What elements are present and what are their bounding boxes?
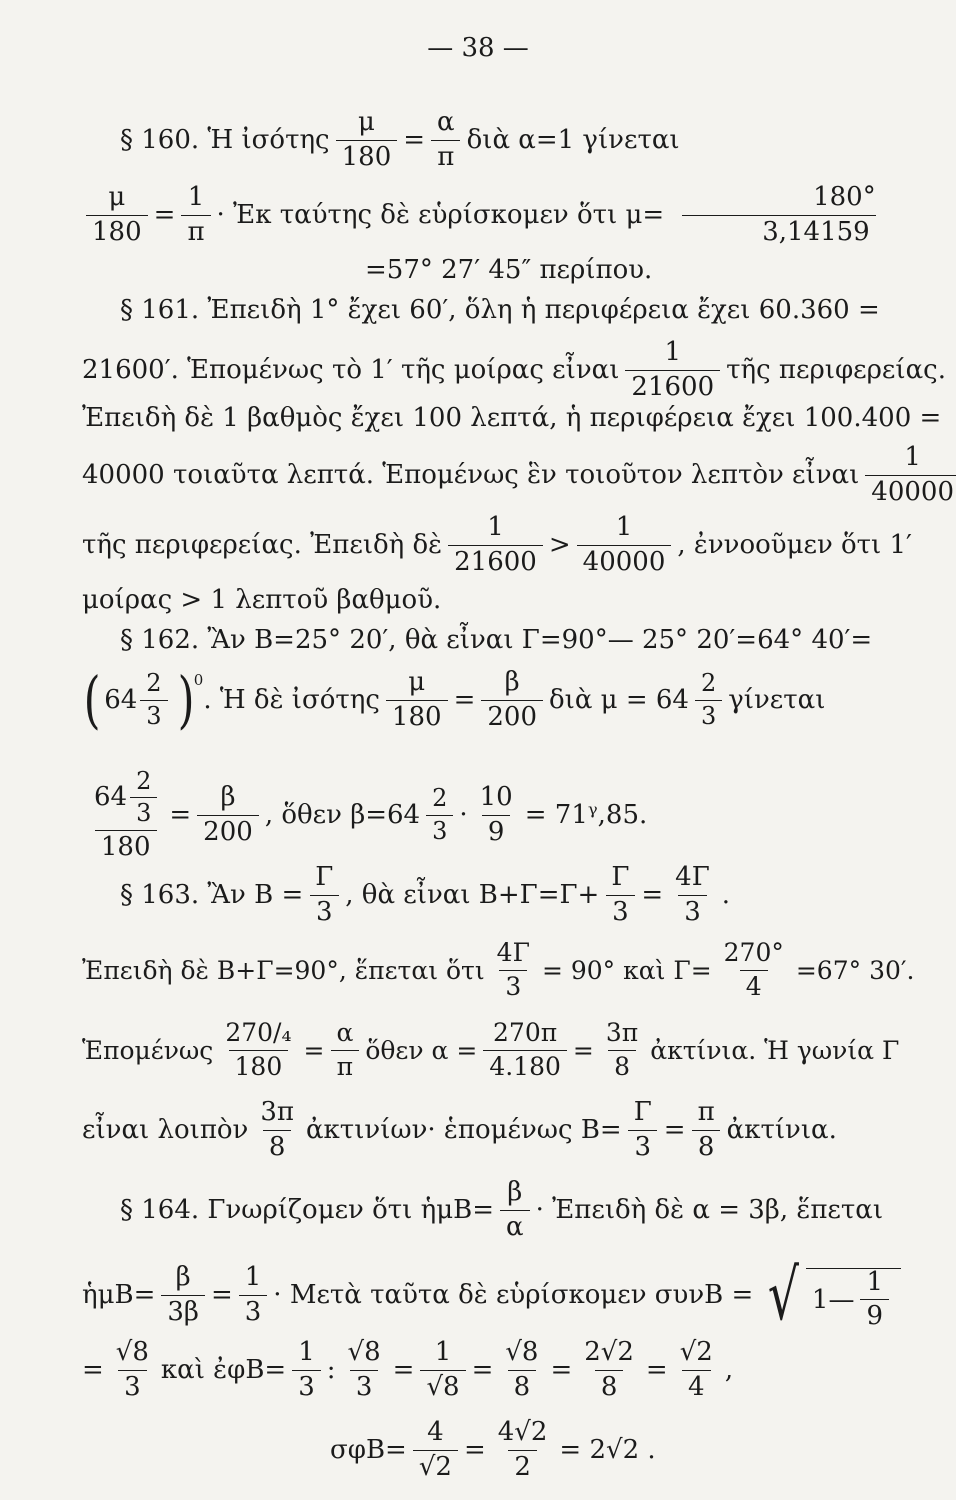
- equals-sign: =: [153, 200, 176, 230]
- fraction: [718, 940, 790, 1000]
- text-run: Ἐπειδὴ δὲ 1 βαθμὸς ἔχει 100 λεπτά, ἡ περιφέρεια ἔχει 100.400 =: [82, 403, 942, 433]
- equals-sign: =: [82, 1355, 104, 1385]
- text-run: ἡμΒ=: [82, 1280, 156, 1310]
- numerator: 4√2: [497, 1417, 548, 1448]
- denominator: 8: [263, 1130, 292, 1161]
- equals-sign: =: [641, 880, 664, 910]
- denominator: 9: [860, 1299, 889, 1330]
- numerator: √8: [347, 1337, 381, 1368]
- text-line-11: [0, 660, 956, 740]
- equals-sign: =: [663, 1115, 686, 1145]
- open-paren: (: [83, 663, 101, 736]
- fraction: [219, 1020, 297, 1080]
- text-line-16: [0, 1090, 956, 1170]
- text-run: = 2√2 .: [559, 1435, 656, 1465]
- denominator: 21600: [625, 370, 720, 401]
- equals-sign: =: [453, 685, 476, 715]
- numerator: 180°: [813, 182, 876, 213]
- colon-operator: :: [326, 1355, 336, 1385]
- denominator: 4.180: [483, 1050, 567, 1080]
- denominator: 3: [606, 895, 635, 926]
- denominator: √2: [413, 1450, 458, 1481]
- denominator: α: [500, 1210, 530, 1241]
- degree-mark: 0: [193, 671, 204, 689]
- section-161-intro: § 161. Ἐπειδὴ 1° ἔχει 60′, ὅλη ἡ περιφέρεια ἔχει 60.360 =: [120, 295, 880, 325]
- fraction: [413, 1419, 458, 1481]
- equals-sign: =: [403, 125, 426, 155]
- text-run: · Ἐκ ταύτης δὲ εὑρίσκομεν ὅτι μ=: [216, 200, 665, 230]
- equals-sign: =: [303, 1035, 325, 1065]
- radicand: [806, 1268, 901, 1331]
- greater-than-sign: >: [548, 530, 571, 560]
- numerator: √8: [115, 1337, 149, 1368]
- denominator: 3: [310, 895, 339, 926]
- fraction: [499, 1339, 544, 1401]
- fraction: [860, 1266, 889, 1331]
- equals-sign: =: [645, 1355, 668, 1385]
- numerator: 2: [700, 669, 717, 698]
- text-line-17: [0, 1170, 956, 1250]
- fraction: [578, 1339, 640, 1401]
- denominator: π: [331, 1050, 359, 1080]
- numerator: β: [507, 1177, 523, 1208]
- fraction: [500, 1179, 530, 1241]
- numerator: 1: [904, 442, 921, 473]
- fraction: [669, 864, 716, 926]
- numerator: β: [504, 667, 520, 698]
- denominator: 4: [682, 1370, 711, 1401]
- denominator: 4: [740, 970, 768, 1000]
- text-line-13: [0, 855, 956, 935]
- fraction: [309, 864, 339, 926]
- numerator: 4Γ: [675, 862, 710, 893]
- fraction: [695, 671, 722, 728]
- text-run: τῆς περιφερείας. Ἐπειδὴ δὲ: [82, 530, 443, 560]
- fraction: [481, 669, 543, 731]
- text-run: ὅθεν α =: [365, 1035, 478, 1065]
- mixed-number: [94, 769, 157, 826]
- text-run: διὰ μ = 64: [549, 685, 689, 715]
- fraction: [161, 1264, 205, 1326]
- denominator: 3: [118, 1370, 147, 1401]
- numerator: 1: [487, 512, 504, 543]
- denominator: 180: [386, 700, 448, 731]
- denominator: 8: [595, 1370, 624, 1401]
- numerator: 2: [432, 784, 448, 813]
- fraction: [239, 1264, 268, 1326]
- numerator: 1: [664, 337, 682, 368]
- numerator: [88, 769, 163, 829]
- fraction: [330, 1020, 359, 1080]
- numerator: 1: [244, 1262, 262, 1293]
- numerator: μ: [408, 667, 426, 698]
- numerator: β: [220, 782, 236, 813]
- fraction: [336, 109, 398, 171]
- fraction: [492, 1419, 554, 1481]
- denominator: 8: [508, 1370, 537, 1401]
- numerator: π: [697, 1097, 715, 1128]
- text-line-7: [0, 435, 956, 515]
- text-run: 40000 τοιαῦτα λεπτά. Ἑπομένως ἓν τοιοῦτον λεπτὸν εἶναι: [82, 460, 860, 490]
- numerator: 1: [434, 1337, 452, 1368]
- numerator: β: [175, 1262, 191, 1293]
- numerator: Γ: [633, 1097, 652, 1128]
- text-run: μοίρας > 1 λεπτοῦ βαθμοῦ.: [82, 585, 442, 615]
- section-162-intro: § 162. Ἂν Β=25° 20′, θὰ εἶναι Γ=90°— 25° 20′=64° 40′=: [120, 625, 873, 655]
- text-run: · Μετὰ ταῦτα δὲ εὑρίσκομεν συνΒ =: [273, 1280, 754, 1310]
- denominator: 3: [350, 1370, 379, 1401]
- text-line-14: [0, 930, 956, 1010]
- fraction: [420, 1339, 465, 1401]
- numerator: 270/₄: [225, 1018, 292, 1048]
- numerator: 3π: [605, 1018, 639, 1048]
- denominator: √8: [420, 1370, 465, 1401]
- fraction: [483, 1020, 567, 1080]
- equals-sign: =: [471, 1355, 494, 1385]
- numerator: μ: [108, 182, 126, 213]
- fraction: [474, 784, 519, 846]
- denominator: 8: [692, 1130, 721, 1161]
- denominator: 40000: [865, 475, 956, 506]
- denominator: 3: [130, 797, 157, 826]
- denominator: 180: [229, 1050, 289, 1080]
- numerator: 270°: [723, 938, 784, 968]
- numerator: 3π: [260, 1097, 294, 1128]
- equals-sign: =: [210, 1280, 233, 1310]
- denominator: 3: [695, 700, 722, 729]
- text-line-18: [0, 1250, 956, 1340]
- fraction: [431, 109, 461, 171]
- equals-sign: =: [572, 1035, 594, 1065]
- text-run: τῆς περιφερείας.: [726, 355, 946, 385]
- numerator: 1: [866, 1266, 884, 1297]
- numerator: 1: [615, 512, 633, 543]
- denominator: 40000: [577, 545, 672, 576]
- numerator: Γ: [315, 862, 334, 893]
- numerator: Γ: [611, 862, 630, 893]
- close-paren: ): [177, 663, 195, 736]
- text-line-20: [0, 1410, 956, 1490]
- section-164-intro: § 164. Γνωρίζομεν ὅτι ἡμΒ=: [120, 1195, 494, 1225]
- text-run: ἀκτίνια. Ἡ γωνία Γ: [650, 1035, 900, 1065]
- text-run: ,: [724, 1355, 734, 1385]
- text-run: Ἐπειδὴ δὲ Β+Γ=90°, ἕπεται ὅτι: [82, 955, 485, 985]
- denominator: 200: [197, 815, 259, 846]
- fraction: [674, 1339, 719, 1401]
- text-run: =67° 30′.: [795, 955, 915, 985]
- denominator: 3: [678, 895, 707, 926]
- fraction: [292, 1339, 321, 1401]
- denominator: 3: [292, 1370, 321, 1401]
- denominator: π: [181, 215, 210, 246]
- text-run: ἀκτίνια.: [726, 1115, 837, 1145]
- numerator: 2: [146, 669, 162, 698]
- text-run: διὰ α=1 γίνεται: [466, 125, 680, 155]
- denominator: 21600: [448, 545, 543, 576]
- equals-sign: =: [550, 1355, 573, 1385]
- radical-sign: √: [768, 1253, 800, 1336]
- fraction: [386, 669, 448, 731]
- text-run: 21600′. Ἑπομένως τὸ 1′ τῆς μοίρας εἶναι: [82, 355, 620, 385]
- denominator: 2: [508, 1450, 537, 1481]
- numerator: α: [437, 107, 455, 138]
- denominator: 3: [499, 970, 527, 1000]
- text-run: . Ἡ δὲ ἰσότης: [203, 685, 380, 715]
- numerator: 2: [136, 767, 152, 796]
- denominator: 3: [239, 1295, 268, 1326]
- equals-sign: =: [463, 1435, 486, 1465]
- denominator: 3: [628, 1130, 657, 1161]
- numerator: √2: [679, 1337, 713, 1368]
- text-line-1: [0, 100, 956, 180]
- text-run: σφΒ=: [330, 1435, 407, 1465]
- text-run: ἀκτινίων· ἑπομένως Β=: [306, 1115, 622, 1145]
- numerator: 10: [479, 782, 513, 813]
- numerator: α: [336, 1018, 354, 1048]
- fraction: [197, 784, 259, 846]
- section-163-intro: § 163. Ἂν Β =: [120, 880, 304, 910]
- fraction: [110, 1339, 155, 1401]
- text-run: , θὰ εἶναι Β+Γ=Γ+: [345, 880, 600, 910]
- numerator: 4Γ: [496, 938, 530, 968]
- text-run: .: [721, 880, 731, 910]
- fraction: [692, 1099, 721, 1161]
- fraction: [605, 864, 635, 926]
- fraction: [342, 1339, 387, 1401]
- denominator: 3: [426, 815, 453, 844]
- denominator: 180: [86, 215, 148, 246]
- fraction: [254, 1099, 300, 1161]
- text-run: καὶ ἐφΒ=: [160, 1355, 287, 1385]
- denominator: π: [431, 140, 460, 171]
- page-header: [0, 8, 956, 88]
- equals-sign: =: [169, 800, 192, 830]
- mixed-fraction: [88, 769, 163, 861]
- denominator: 8: [608, 1050, 636, 1080]
- denominator: 3,14159: [682, 215, 876, 246]
- text-run: = 90° καὶ Γ=: [541, 955, 712, 985]
- numerator: 1: [298, 1337, 315, 1368]
- fraction: [491, 940, 536, 1000]
- denominator: 180: [336, 140, 398, 171]
- integer-part: 64: [94, 782, 128, 813]
- fraction: [140, 671, 167, 728]
- fraction: [130, 769, 157, 826]
- denominator: 3β: [161, 1295, 205, 1326]
- numerator: μ: [357, 107, 375, 138]
- page-number: — 38 —: [427, 33, 529, 63]
- text-run: 1—: [811, 1284, 855, 1315]
- numerator: 270π: [493, 1018, 558, 1048]
- fraction: [600, 1020, 644, 1080]
- fraction: [628, 1099, 658, 1161]
- text-run: =57° 27′ 45″ περίπου.: [365, 255, 653, 285]
- text-run: εἶναι λοιπὸν: [82, 1115, 249, 1145]
- text-run: = 71ᵞ,85.: [524, 800, 648, 830]
- text-run: γίνεται: [728, 685, 826, 715]
- square-root: [761, 1253, 901, 1336]
- denominator: 3: [140, 700, 167, 729]
- numerator: 2√2: [584, 1337, 634, 1368]
- text-run: , ὅθεν β=64: [264, 800, 421, 830]
- section-160-intro: § 160. Ἡ ἰσότης: [120, 125, 330, 155]
- text-line-15: [0, 1010, 956, 1090]
- text-run: · Ἐπειδὴ δὲ α = 3β, ἕπεται: [535, 1195, 884, 1225]
- numerator: 4: [427, 1417, 444, 1448]
- text-run: , ἐννοοῦμεν ὅτι 1′: [677, 530, 912, 560]
- equals-sign: =: [392, 1355, 415, 1385]
- denominator: 200: [481, 700, 543, 731]
- text-line-19: [0, 1330, 956, 1410]
- fraction: [865, 444, 956, 506]
- dot-operator: ·: [459, 800, 468, 830]
- denominator: 180: [95, 830, 157, 861]
- text-line-12: [0, 765, 956, 865]
- integer-part: 64: [104, 685, 138, 715]
- numerator: √8: [505, 1337, 539, 1368]
- numerator: 1: [187, 182, 205, 213]
- text-run: Ἑπομένως: [82, 1035, 214, 1065]
- denominator: 9: [482, 815, 511, 846]
- fraction: [426, 786, 453, 843]
